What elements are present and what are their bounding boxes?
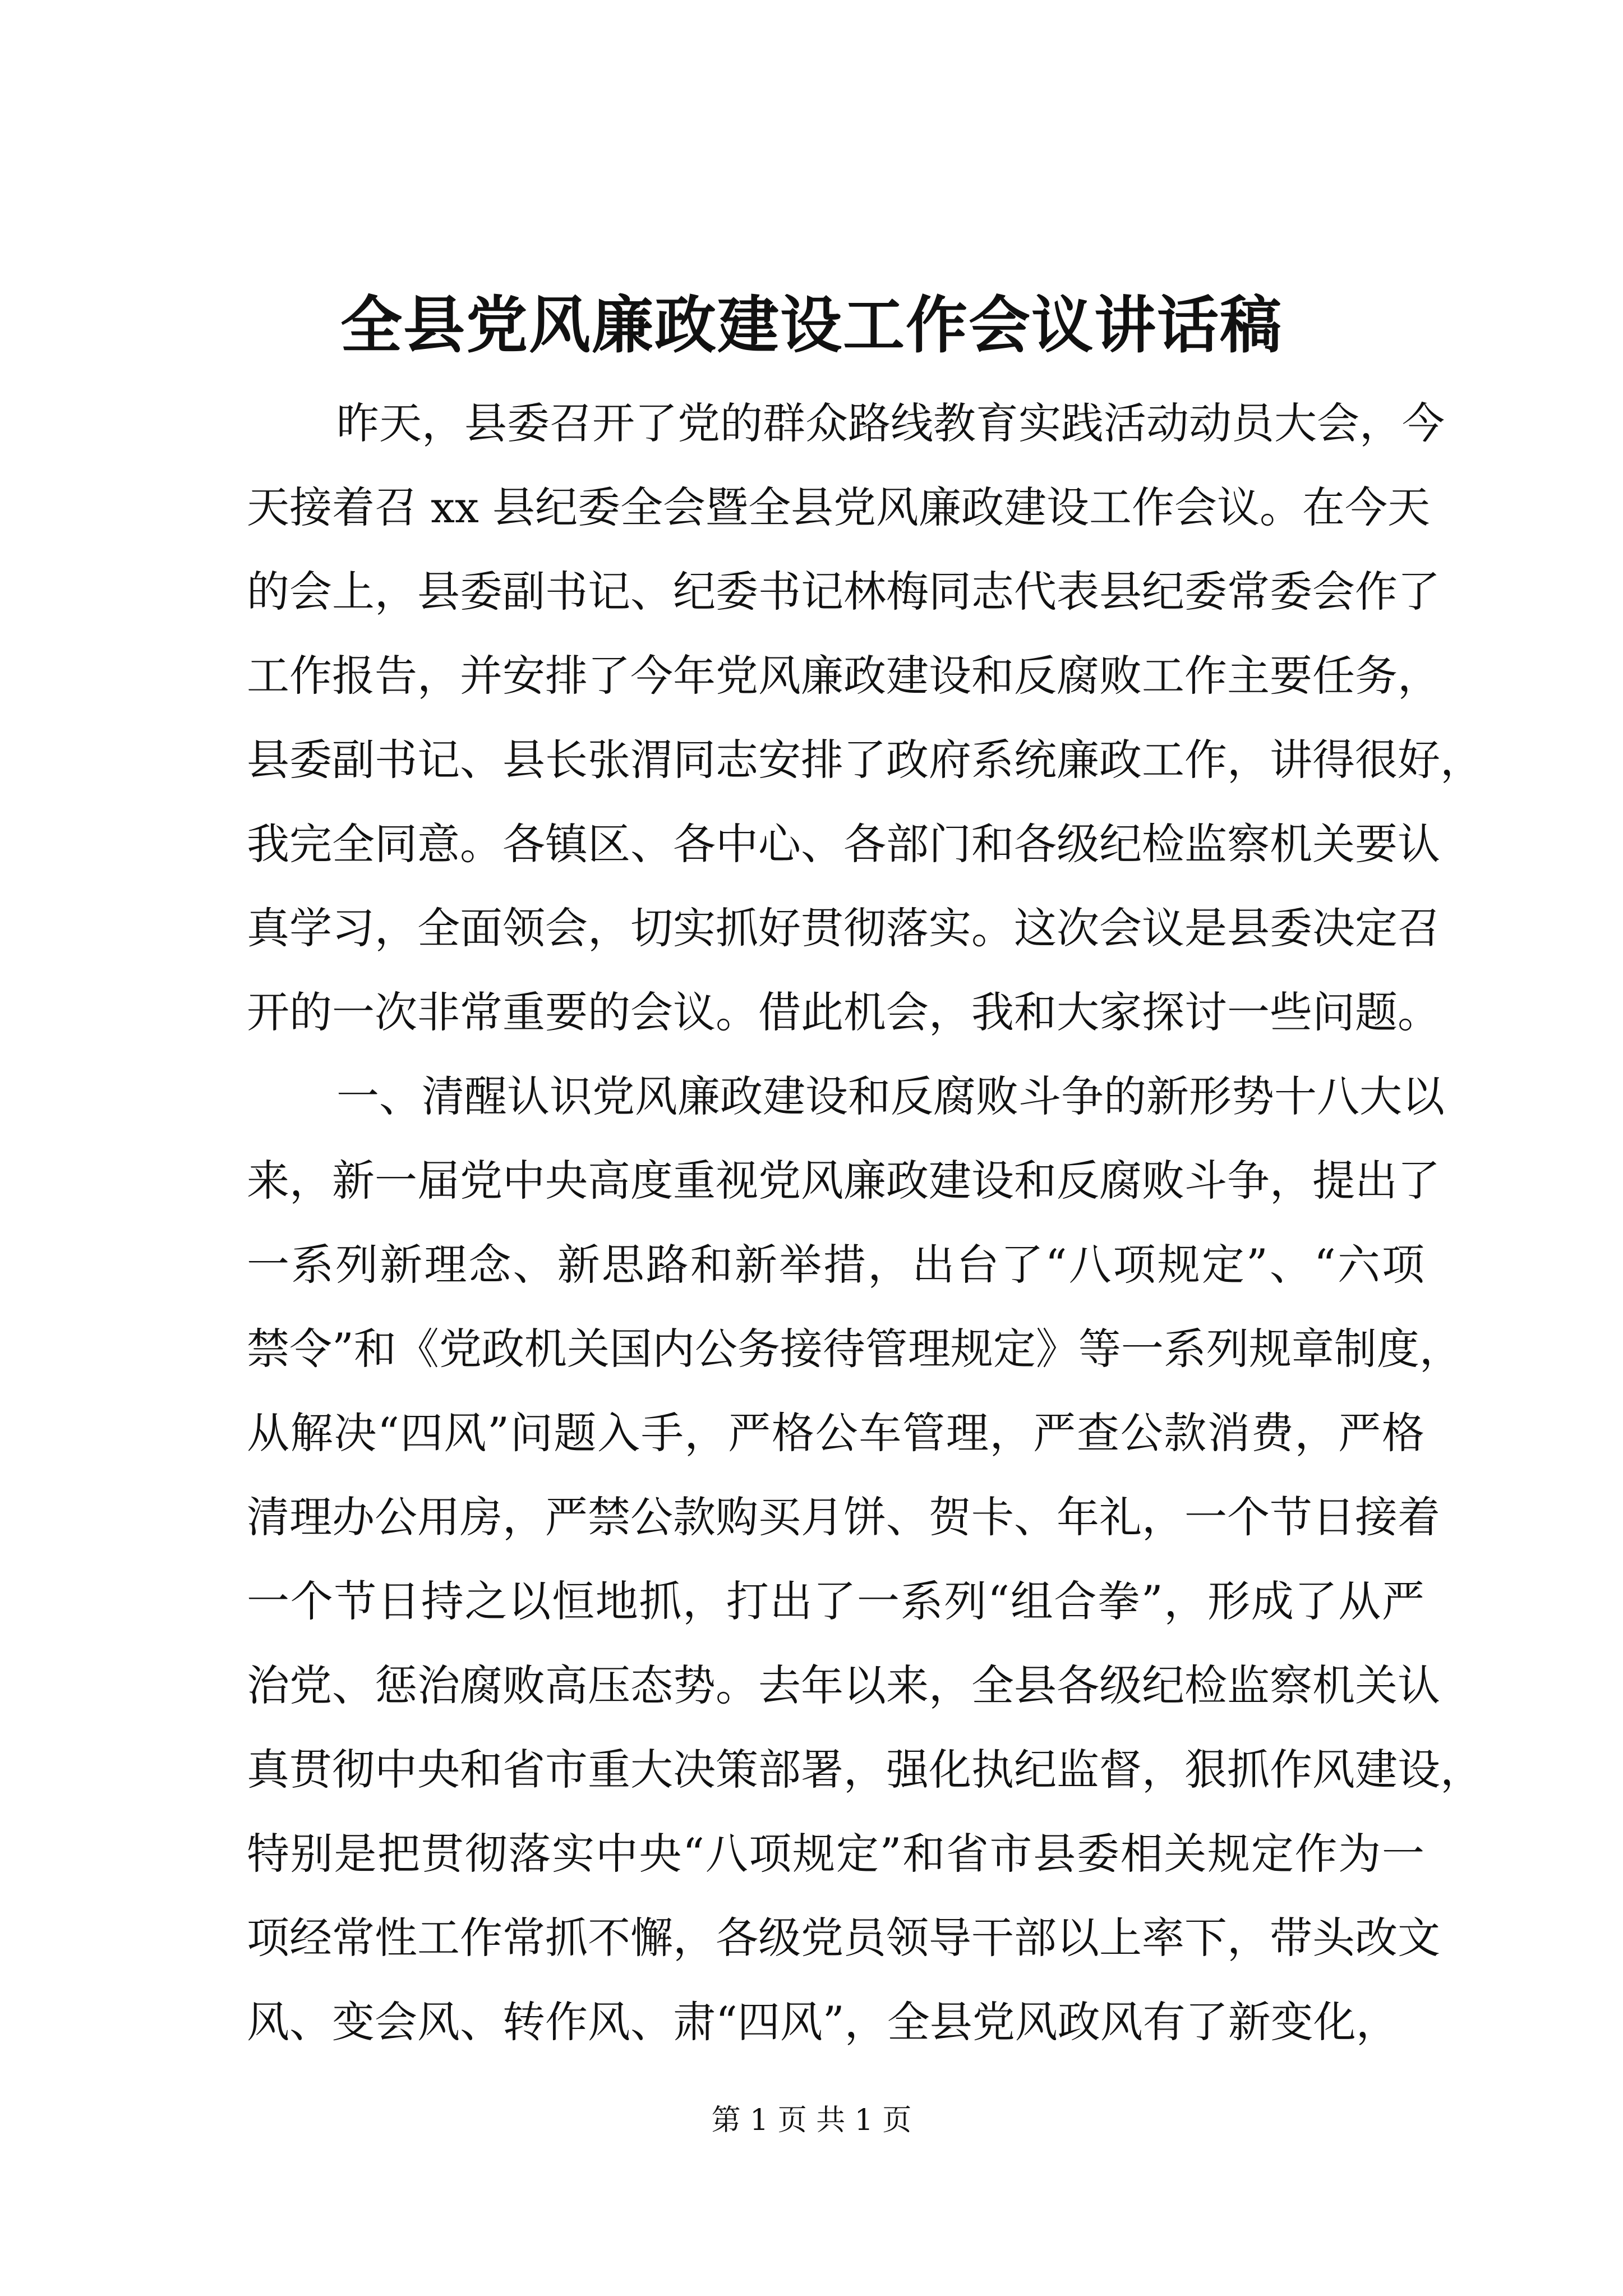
document-title: 全县党风廉政建设工作会议讲话稿 bbox=[340, 289, 1283, 361]
paragraph-line: 昨天，县委召开了党的群众路线教育实践活动动员大会，今 bbox=[336, 398, 1445, 448]
paragraph-line: 风、变会风、转作风、肃“四风”，全县党风政风有了新变化， bbox=[247, 1997, 1399, 2047]
paragraph-line: 县委副书记、县长张渭同志安排了政府系统廉政工作，讲得很好， bbox=[247, 735, 1483, 785]
paragraph-line: 清理办公用房，严禁公款购买月饼、贺卡、年礼，一个节日接着 bbox=[247, 1492, 1440, 1542]
paragraph-line: 真贯彻中央和省市重大决策部署，强化执纪监督，狠抓作风建设， bbox=[247, 1745, 1483, 1795]
paragraph-line: 真学习，全面领会，切实抓好贯彻落实。这次会议是县委决定召 bbox=[247, 903, 1440, 953]
document-body bbox=[247, 381, 1483, 2064]
paragraph-line: 开的一次非常重要的会议。借此机会，我和大家探讨一些问题。 bbox=[247, 987, 1440, 1037]
paragraph-line: 特别是把贯彻落实中央“八项规定”和省市县委相关规定作为一 bbox=[247, 1829, 1424, 1879]
paragraph-line: 来，新一届党中央高度重视党风廉政建设和反腐败斗争，提出了 bbox=[247, 1156, 1440, 1205]
paragraph-line: 工作报告，并安排了今年党风廉政建设和反腐败工作主要任务， bbox=[247, 651, 1440, 701]
section-heading-line: 一、清醒认识党风廉政建设和反腐败斗争的新形势十八大以 bbox=[336, 1071, 1445, 1121]
paragraph-line: 天接着召 xx 县纪委全会暨全县党风廉政建设工作会议。在今天 bbox=[247, 482, 1431, 532]
paragraph-line: 的会上，县委副书记、纪委书记林梅同志代表县纪委常委会作了 bbox=[247, 567, 1440, 616]
paragraph-line: 一个节日持之以恒地抓，打出了一系列“组合拳”，形成了从严 bbox=[247, 1576, 1424, 1626]
paragraph-line: 禁令”和《党政机关国内公务接待管理规定》等一系列规章制度， bbox=[247, 1324, 1462, 1374]
paragraph-line: 项经常性工作常抓不懈，各级党员领导干部以上率下，带头改文 bbox=[247, 1913, 1440, 1963]
paragraph-line: 从解决“四风”问题入手，严格公车管理，严查公款消费，严格 bbox=[247, 1408, 1424, 1458]
paragraph-line: 一系列新理念、新思路和新举措，出台了“八项规定”、“六项 bbox=[247, 1240, 1424, 1290]
paragraph-line: 我完全同意。各镇区、各中心、各部门和各级纪检监察机关要认 bbox=[247, 819, 1440, 869]
paragraph-line: 治党、惩治腐败高压态势。去年以来，全县各级纪检监察机关认 bbox=[247, 1660, 1440, 1710]
page-number-footer: 第 1 页 共 1 页 bbox=[711, 2104, 912, 2137]
